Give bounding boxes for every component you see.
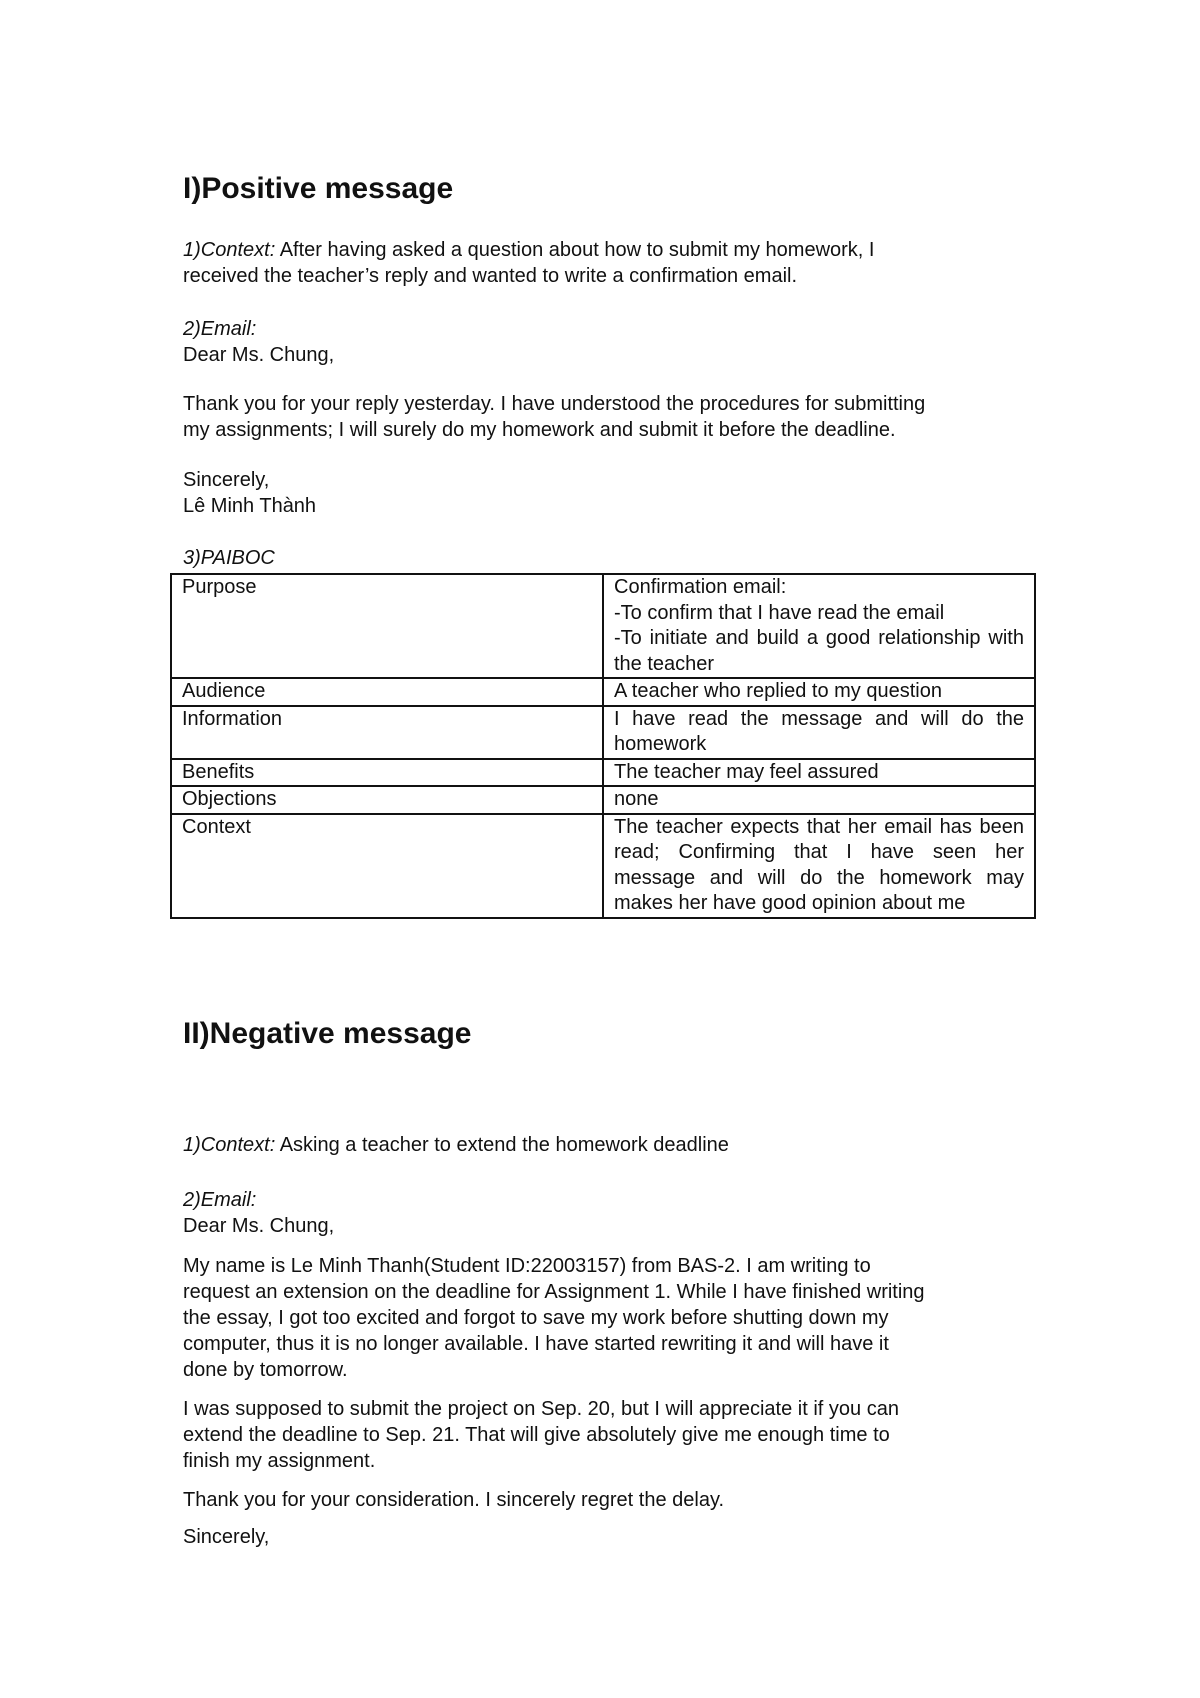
email-closing: Sincerely, bbox=[183, 469, 270, 491]
context-paragraph bbox=[183, 237, 874, 263]
email-body-line: done by tomorrow. bbox=[183, 1359, 348, 1381]
purpose-line: -To initiate and build a good relationship with the teacher bbox=[614, 627, 1024, 675]
context-label: 1)Context: bbox=[183, 239, 276, 261]
purpose-line: Confirmation email: bbox=[614, 576, 787, 598]
row-value: The teacher may feel assured bbox=[603, 759, 1035, 787]
table-row bbox=[171, 759, 1035, 787]
email-label: 2)Email: bbox=[183, 318, 257, 340]
email-body-line: Thank you for your reply yesterday. I have understood the procedures for submitting bbox=[183, 393, 926, 415]
paiboc-label: 3)PAIBOC bbox=[183, 547, 275, 569]
row-key: Purpose bbox=[171, 574, 603, 678]
row-key: Audience bbox=[171, 678, 603, 706]
table-row bbox=[171, 706, 1035, 759]
section-heading-negative: II)Negative message bbox=[183, 1017, 472, 1050]
email-body-line: Thank you for your consideration. I sincerely regret the delay. bbox=[183, 1489, 725, 1511]
email-signature: Lê Minh Thành bbox=[183, 495, 317, 517]
email-body-line: request an extension on the deadline for Assignment 1. While I have finished writing bbox=[183, 1281, 925, 1303]
row-value: none bbox=[603, 786, 1035, 814]
row-key: Information bbox=[171, 706, 603, 759]
paiboc-table bbox=[170, 573, 1036, 919]
row-value bbox=[603, 574, 1035, 678]
email-body-line: finish my assignment. bbox=[183, 1450, 376, 1472]
email-body-line: my assignments; I will surely do my homework and submit it before the deadline. bbox=[183, 419, 896, 441]
email-greeting: Dear Ms. Chung, bbox=[183, 1215, 335, 1237]
email-body-line: My name is Le Minh Thanh(Student ID:22003157) from BAS-2. I am writing to bbox=[183, 1255, 871, 1277]
context-paragraph bbox=[183, 1132, 729, 1158]
table-row bbox=[171, 786, 1035, 814]
row-value: I have read the message and will do the homework bbox=[603, 706, 1035, 759]
context-text: After having asked a question about how to submit my homework, I bbox=[275, 239, 875, 261]
email-greeting: Dear Ms. Chung, bbox=[183, 344, 335, 366]
email-label: 2)Email: bbox=[183, 1189, 257, 1211]
row-value: A teacher who replied to my question bbox=[603, 678, 1035, 706]
table-row bbox=[171, 574, 1035, 678]
section-heading-positive: I)Positive message bbox=[183, 172, 454, 205]
email-body-line: extend the deadline to Sep. 21. That will give absolutely give me enough time to bbox=[183, 1424, 890, 1446]
context-text: Asking a teacher to extend the homework deadline bbox=[275, 1134, 729, 1156]
table-row bbox=[171, 814, 1035, 918]
email-body-line: computer, thus it is no longer available. I have started rewriting it and will have it bbox=[183, 1333, 889, 1355]
context-label: 1)Context: bbox=[183, 1134, 276, 1156]
email-closing: Sincerely, bbox=[183, 1526, 270, 1548]
row-value: The teacher expects that her email has been read; Confirming that I have seen her message and will do the homework may makes her have good opinion about me bbox=[603, 814, 1035, 918]
table-row bbox=[171, 678, 1035, 706]
context-text-line2: received the teacher’s reply and wanted to write a confirmation email. bbox=[183, 265, 798, 287]
email-body-line: the essay, I got too excited and forgot to save my work before shutting down my bbox=[183, 1307, 889, 1329]
row-key: Context bbox=[171, 814, 603, 918]
purpose-line: -To confirm that I have read the email bbox=[614, 601, 945, 624]
email-body-line: I was supposed to submit the project on Sep. 20, but I will appreciate it if you can bbox=[183, 1398, 899, 1420]
row-key: Benefits bbox=[171, 759, 603, 787]
row-key: Objections bbox=[171, 786, 603, 814]
